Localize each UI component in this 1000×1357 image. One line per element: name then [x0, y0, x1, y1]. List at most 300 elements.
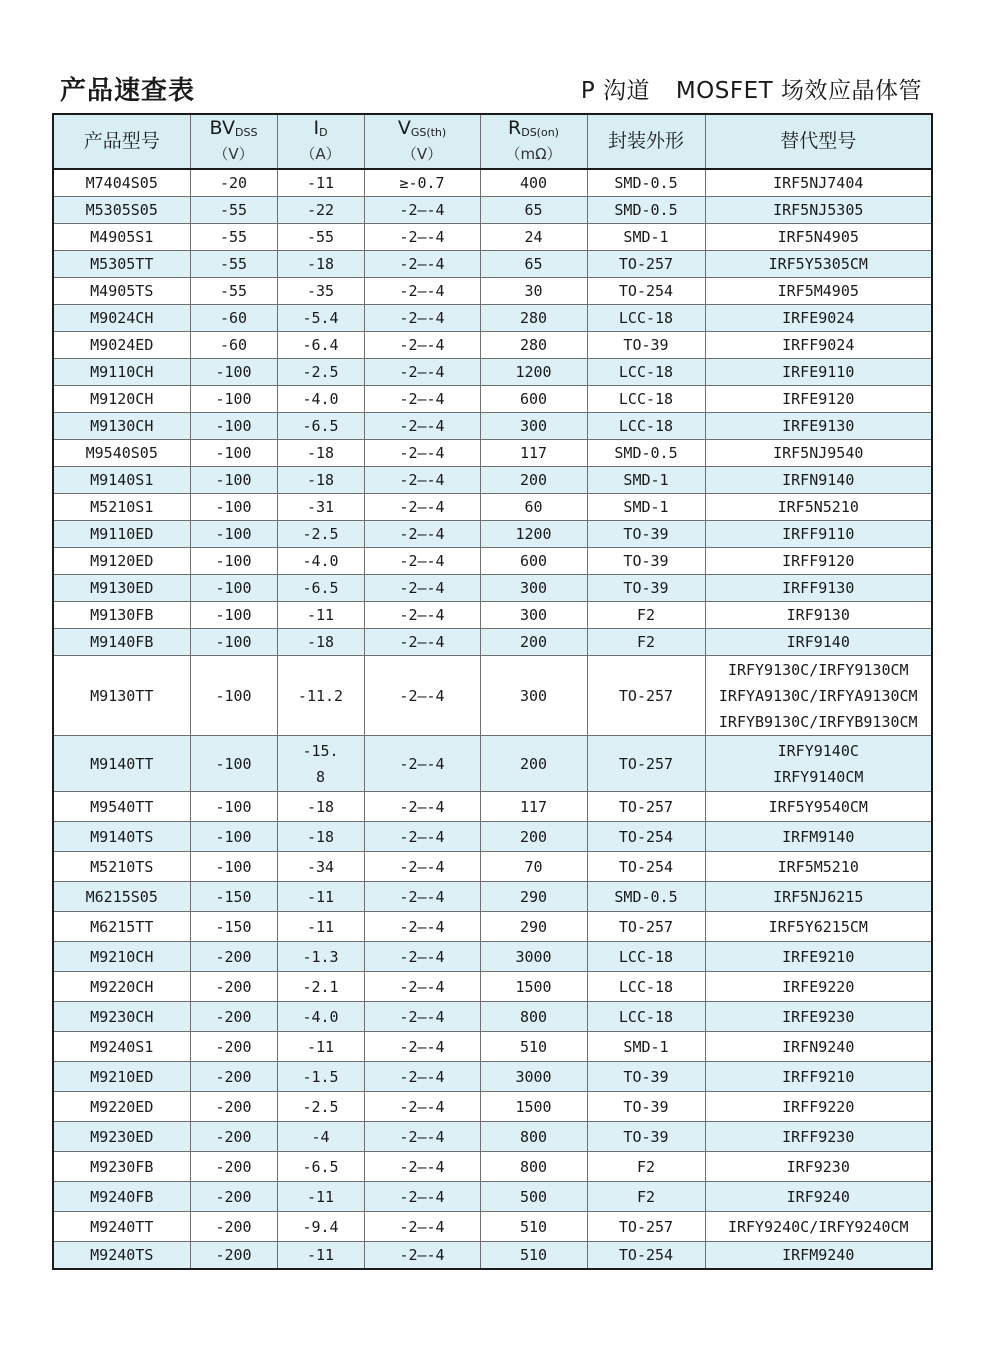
col-header-rdson: $R_{DS(on)}$ （mΩ）	[480, 114, 587, 169]
cell-package: TO-39	[587, 575, 705, 602]
cell-vgsth: -2—-4	[364, 224, 480, 251]
table-row	[53, 332, 932, 359]
cell-replacement: IRF5NJ7404	[705, 169, 932, 197]
table-row	[53, 736, 932, 792]
col-header-vgsth: $V_{GS(th)}$ （V）	[364, 114, 480, 169]
col-header-bvdss: $BV_{DSS}$ （V）	[190, 114, 277, 169]
cell-model: M9110CH	[53, 359, 190, 386]
cell-replacement: IRFY9130C/IRFY9130CM IRFYA9130C/IRFYA9130CM IRFYB9130C/IRFYB9130CM	[705, 656, 932, 736]
cell-model: M9140S1	[53, 467, 190, 494]
cell-rdson: 117	[480, 792, 587, 822]
table-row	[53, 1242, 932, 1270]
cell-rdson: 3000	[480, 1062, 587, 1092]
cell-rdson: 3000	[480, 942, 587, 972]
cell-bvdss: -200	[190, 942, 277, 972]
cell-vgsth: -2—-4	[364, 278, 480, 305]
cell-package: TO-39	[587, 332, 705, 359]
cell-vgsth: -2—-4	[364, 251, 480, 278]
cell-package: LCC-18	[587, 386, 705, 413]
cell-vgsth: -2—-4	[364, 736, 480, 792]
cell-replacement: IRFF9110	[705, 521, 932, 548]
cell-vgsth: -2—-4	[364, 1062, 480, 1092]
cell-rdson: 800	[480, 1152, 587, 1182]
cell-replacement: IRFY9140C IRFY9140CM	[705, 736, 932, 792]
cell-model: M9120ED	[53, 548, 190, 575]
cell-model: M9110ED	[53, 521, 190, 548]
cell-package: SMD-1	[587, 1032, 705, 1062]
table-row	[53, 251, 932, 278]
cell-vgsth: -2—-4	[364, 629, 480, 656]
cell-bvdss: -200	[190, 1122, 277, 1152]
col-header-replacement: 替代型号	[705, 114, 932, 169]
cell-rdson: 300	[480, 602, 587, 629]
table-row	[53, 278, 932, 305]
table-row	[53, 494, 932, 521]
page-title: 产品速查表	[60, 76, 196, 106]
cell-replacement: IRFF9024	[705, 332, 932, 359]
cell-id: -2.1	[277, 972, 364, 1002]
cell-replacement: IRF9130	[705, 602, 932, 629]
cell-vgsth: -2—-4	[364, 359, 480, 386]
cell-vgsth: -2—-4	[364, 197, 480, 224]
cell-rdson: 65	[480, 251, 587, 278]
cell-model: M6215TT	[53, 912, 190, 942]
table-row	[53, 1032, 932, 1062]
cell-bvdss: -200	[190, 1002, 277, 1032]
table-row	[53, 413, 932, 440]
cell-rdson: 510	[480, 1032, 587, 1062]
cell-model: M9240S1	[53, 1032, 190, 1062]
cell-vgsth: -2—-4	[364, 852, 480, 882]
cell-rdson: 400	[480, 169, 587, 197]
cell-vgsth: -2—-4	[364, 413, 480, 440]
cell-replacement: IRF5NJ5305	[705, 197, 932, 224]
cell-rdson: 1500	[480, 1092, 587, 1122]
cell-bvdss: -200	[190, 1062, 277, 1092]
cell-replacement: IRF5NJ6215	[705, 882, 932, 912]
cell-rdson: 600	[480, 548, 587, 575]
cell-rdson: 200	[480, 736, 587, 792]
cell-bvdss: -100	[190, 656, 277, 736]
cell-id: -11	[277, 1182, 364, 1212]
cell-rdson: 290	[480, 912, 587, 942]
table-header-row	[53, 114, 932, 169]
cell-vgsth: -2—-4	[364, 467, 480, 494]
table-row	[53, 1212, 932, 1242]
cell-id: -11	[277, 1242, 364, 1270]
cell-replacement: IRF9140	[705, 629, 932, 656]
cell-id: -11.2	[277, 656, 364, 736]
cell-replacement: IRFN9140	[705, 467, 932, 494]
cell-model: M9140TT	[53, 736, 190, 792]
cell-id: -11	[277, 912, 364, 942]
cell-id: -1.3	[277, 942, 364, 972]
cell-id: -9.4	[277, 1212, 364, 1242]
cell-bvdss: -200	[190, 1182, 277, 1212]
cell-package: TO-257	[587, 736, 705, 792]
cell-vgsth: -2—-4	[364, 1182, 480, 1212]
cell-replacement: IRF5N5210	[705, 494, 932, 521]
cell-model: M9540S05	[53, 440, 190, 467]
cell-replacement: IRFE9110	[705, 359, 932, 386]
cell-bvdss: -60	[190, 305, 277, 332]
cell-model: M9210CH	[53, 942, 190, 972]
cell-rdson: 200	[480, 467, 587, 494]
cell-replacement: IRF9240	[705, 1182, 932, 1212]
cell-id: -34	[277, 852, 364, 882]
cell-rdson: 300	[480, 575, 587, 602]
table-row	[53, 602, 932, 629]
device-type: MOSFET 场效应晶体管	[675, 78, 922, 104]
cell-vgsth: -2—-4	[364, 386, 480, 413]
cell-package: SMD-1	[587, 494, 705, 521]
cell-package: TO-254	[587, 822, 705, 852]
cell-vgsth: -2—-4	[364, 1122, 480, 1152]
cell-vgsth: -2—-4	[364, 1032, 480, 1062]
cell-bvdss: -100	[190, 359, 277, 386]
cell-id: -55	[277, 224, 364, 251]
cell-rdson: 300	[480, 413, 587, 440]
table-row	[53, 467, 932, 494]
cell-replacement: IRFE9220	[705, 972, 932, 1002]
cell-model: M7404S05	[53, 169, 190, 197]
cell-bvdss: -100	[190, 852, 277, 882]
cell-rdson: 280	[480, 305, 587, 332]
cell-rdson: 117	[480, 440, 587, 467]
cell-id: -6.4	[277, 332, 364, 359]
cell-vgsth: -2—-4	[364, 494, 480, 521]
cell-rdson: 70	[480, 852, 587, 882]
cell-bvdss: -55	[190, 251, 277, 278]
cell-model: M5210TS	[53, 852, 190, 882]
cell-vgsth: -2—-4	[364, 602, 480, 629]
cell-bvdss: -100	[190, 575, 277, 602]
cell-bvdss: -55	[190, 197, 277, 224]
cell-model: M9210ED	[53, 1062, 190, 1092]
cell-rdson: 600	[480, 386, 587, 413]
cell-id: -18	[277, 251, 364, 278]
cell-model: M5305TT	[53, 251, 190, 278]
table-row	[53, 169, 932, 197]
cell-replacement: IRFE9230	[705, 1002, 932, 1032]
cell-package: F2	[587, 1152, 705, 1182]
cell-package: TO-254	[587, 852, 705, 882]
cell-rdson: 200	[480, 822, 587, 852]
cell-replacement: IRF5M5210	[705, 852, 932, 882]
cell-replacement: IRF5NJ9540	[705, 440, 932, 467]
cell-rdson: 60	[480, 494, 587, 521]
cell-replacement: IRFF9130	[705, 575, 932, 602]
cell-bvdss: -100	[190, 602, 277, 629]
cell-replacement: IRFF9230	[705, 1122, 932, 1152]
cell-vgsth: -2—-4	[364, 1002, 480, 1032]
table-row	[53, 548, 932, 575]
table-row	[53, 972, 932, 1002]
cell-replacement: IRF5Y6215CM	[705, 912, 932, 942]
cell-model: M9220CH	[53, 972, 190, 1002]
cell-id: -35	[277, 278, 364, 305]
cell-bvdss: -100	[190, 413, 277, 440]
cell-package: SMD-0.5	[587, 197, 705, 224]
cell-id: -15. 8	[277, 736, 364, 792]
table-row	[53, 1122, 932, 1152]
cell-bvdss: -60	[190, 332, 277, 359]
cell-model: M9024ED	[53, 332, 190, 359]
cell-id: -18	[277, 822, 364, 852]
channel-type: P 沟道	[580, 78, 651, 104]
cell-package: SMD-0.5	[587, 169, 705, 197]
cell-vgsth: -2—-4	[364, 1212, 480, 1242]
cell-replacement: IRFN9240	[705, 1032, 932, 1062]
cell-package: TO-257	[587, 656, 705, 736]
cell-id: -11	[277, 602, 364, 629]
table-row	[53, 822, 932, 852]
cell-bvdss: -55	[190, 278, 277, 305]
cell-model: M9240TT	[53, 1212, 190, 1242]
cell-vgsth: -2—-4	[364, 792, 480, 822]
cell-bvdss: -100	[190, 548, 277, 575]
cell-rdson: 1200	[480, 521, 587, 548]
cell-package: TO-257	[587, 912, 705, 942]
col-header-package: 封装外形	[587, 114, 705, 169]
table-row	[53, 521, 932, 548]
cell-id: -5.4	[277, 305, 364, 332]
cell-model: M9024CH	[53, 305, 190, 332]
cell-id: -4.0	[277, 386, 364, 413]
cell-model: M5305S05	[53, 197, 190, 224]
cell-vgsth: -2—-4	[364, 656, 480, 736]
cell-vgsth: -2—-4	[364, 332, 480, 359]
cell-package: F2	[587, 602, 705, 629]
cell-id: -11	[277, 882, 364, 912]
cell-rdson: 510	[480, 1212, 587, 1242]
cell-package: LCC-18	[587, 972, 705, 1002]
cell-replacement: IRFF9210	[705, 1062, 932, 1092]
cell-model: M6215S05	[53, 882, 190, 912]
cell-rdson: 510	[480, 1242, 587, 1270]
cell-model: M9240FB	[53, 1182, 190, 1212]
table-row	[53, 629, 932, 656]
product-table	[52, 113, 933, 1270]
cell-model: M9230FB	[53, 1152, 190, 1182]
cell-rdson: 24	[480, 224, 587, 251]
cell-replacement: IRFM9140	[705, 822, 932, 852]
cell-id: -2.5	[277, 359, 364, 386]
cell-model: M9140TS	[53, 822, 190, 852]
cell-package: TO-39	[587, 1062, 705, 1092]
cell-package: TO-39	[587, 1122, 705, 1152]
cell-model: M9120CH	[53, 386, 190, 413]
cell-id: -22	[277, 197, 364, 224]
cell-model: M9130FB	[53, 602, 190, 629]
cell-bvdss: -150	[190, 882, 277, 912]
cell-vgsth: -2—-4	[364, 972, 480, 1002]
cell-package: TO-254	[587, 1242, 705, 1270]
cell-package: LCC-18	[587, 1002, 705, 1032]
cell-bvdss: -55	[190, 224, 277, 251]
table-row	[53, 656, 932, 736]
cell-rdson: 800	[480, 1122, 587, 1152]
cell-rdson: 1200	[480, 359, 587, 386]
cell-bvdss: -200	[190, 972, 277, 1002]
cell-vgsth: -2—-4	[364, 882, 480, 912]
cell-vgsth: -2—-4	[364, 822, 480, 852]
cell-vgsth: -2—-4	[364, 912, 480, 942]
cell-package: LCC-18	[587, 359, 705, 386]
cell-model: M9540TT	[53, 792, 190, 822]
cell-id: -6.5	[277, 1152, 364, 1182]
cell-model: M4905S1	[53, 224, 190, 251]
cell-rdson: 30	[480, 278, 587, 305]
cell-model: M9130ED	[53, 575, 190, 602]
cell-package: TO-254	[587, 278, 705, 305]
cell-bvdss: -200	[190, 1032, 277, 1062]
cell-package: F2	[587, 1182, 705, 1212]
col-header-id: $I_D$ （A）	[277, 114, 364, 169]
cell-package: TO-257	[587, 792, 705, 822]
cell-package: SMD-0.5	[587, 440, 705, 467]
cell-bvdss: -150	[190, 912, 277, 942]
cell-id: -4.0	[277, 1002, 364, 1032]
table-row	[53, 882, 932, 912]
cell-package: TO-39	[587, 521, 705, 548]
cell-model: M9140FB	[53, 629, 190, 656]
cell-rdson: 280	[480, 332, 587, 359]
cell-rdson: 200	[480, 629, 587, 656]
cell-vgsth: -2—-4	[364, 1092, 480, 1122]
cell-id: -18	[277, 792, 364, 822]
cell-package: SMD-1	[587, 224, 705, 251]
table-row	[53, 197, 932, 224]
cell-replacement: IRFF9220	[705, 1092, 932, 1122]
cell-package: TO-257	[587, 251, 705, 278]
cell-bvdss: -100	[190, 822, 277, 852]
table-row	[53, 386, 932, 413]
cell-rdson: 1500	[480, 972, 587, 1002]
cell-id: -1.5	[277, 1062, 364, 1092]
cell-model: M9220ED	[53, 1092, 190, 1122]
cell-bvdss: -20	[190, 169, 277, 197]
cell-package: TO-257	[587, 1212, 705, 1242]
cell-model: M5210S1	[53, 494, 190, 521]
cell-bvdss: -200	[190, 1242, 277, 1270]
table-row	[53, 912, 932, 942]
cell-id: -4.0	[277, 548, 364, 575]
cell-package: TO-39	[587, 1092, 705, 1122]
cell-package: SMD-0.5	[587, 882, 705, 912]
cell-model: M4905TS	[53, 278, 190, 305]
page-subtitle	[581, 72, 922, 105]
cell-replacement: IRF5Y5305CM	[705, 251, 932, 278]
cell-bvdss: -100	[190, 494, 277, 521]
cell-replacement: IRFE9130	[705, 413, 932, 440]
col-header-model: 产品型号	[53, 114, 190, 169]
cell-model: M9130CH	[53, 413, 190, 440]
table-row	[53, 1092, 932, 1122]
cell-rdson: 290	[480, 882, 587, 912]
cell-bvdss: -100	[190, 386, 277, 413]
cell-replacement: IRF5N4905	[705, 224, 932, 251]
cell-id: -4	[277, 1122, 364, 1152]
cell-replacement: IRFE9210	[705, 942, 932, 972]
cell-bvdss: -100	[190, 467, 277, 494]
cell-id: -18	[277, 440, 364, 467]
table-row	[53, 1002, 932, 1032]
cell-vgsth: ≥-0.7	[364, 169, 480, 197]
cell-replacement: IRFF9120	[705, 548, 932, 575]
cell-rdson: 800	[480, 1002, 587, 1032]
cell-vgsth: -2—-4	[364, 440, 480, 467]
table-row	[53, 942, 932, 972]
table-row	[53, 224, 932, 251]
cell-rdson: 65	[480, 197, 587, 224]
cell-package: LCC-18	[587, 942, 705, 972]
cell-model: M9240TS	[53, 1242, 190, 1270]
cell-id: -6.5	[277, 575, 364, 602]
cell-model: M9130TT	[53, 656, 190, 736]
cell-vgsth: -2—-4	[364, 548, 480, 575]
cell-id: -11	[277, 169, 364, 197]
cell-package: LCC-18	[587, 305, 705, 332]
cell-package: TO-39	[587, 548, 705, 575]
cell-bvdss: -200	[190, 1092, 277, 1122]
cell-id: -18	[277, 467, 364, 494]
cell-bvdss: -200	[190, 1152, 277, 1182]
cell-replacement: IRFE9120	[705, 386, 932, 413]
cell-replacement: IRF5Y9540CM	[705, 792, 932, 822]
cell-replacement: IRF9230	[705, 1152, 932, 1182]
cell-model: M9230ED	[53, 1122, 190, 1152]
cell-replacement: IRF5M4905	[705, 278, 932, 305]
cell-vgsth: -2—-4	[364, 521, 480, 548]
cell-rdson: 500	[480, 1182, 587, 1212]
table-row	[53, 359, 932, 386]
cell-vgsth: -2—-4	[364, 575, 480, 602]
cell-vgsth: -2—-4	[364, 305, 480, 332]
cell-id: -2.5	[277, 1092, 364, 1122]
table-row	[53, 305, 932, 332]
cell-replacement: IRFM9240	[705, 1242, 932, 1270]
cell-bvdss: -100	[190, 629, 277, 656]
table-row	[53, 440, 932, 467]
cell-id: -11	[277, 1032, 364, 1062]
cell-bvdss: -200	[190, 1212, 277, 1242]
cell-vgsth: -2—-4	[364, 1152, 480, 1182]
cell-package: LCC-18	[587, 413, 705, 440]
cell-id: -31	[277, 494, 364, 521]
cell-replacement: IRFE9024	[705, 305, 932, 332]
table-row	[53, 852, 932, 882]
cell-replacement: IRFY9240C/IRFY9240CM	[705, 1212, 932, 1242]
cell-model: M9230CH	[53, 1002, 190, 1032]
cell-rdson: 300	[480, 656, 587, 736]
cell-package: SMD-1	[587, 467, 705, 494]
table-row	[53, 792, 932, 822]
table-row	[53, 1152, 932, 1182]
cell-package: F2	[587, 629, 705, 656]
table-row	[53, 1182, 932, 1212]
cell-bvdss: -100	[190, 792, 277, 822]
cell-id: -18	[277, 629, 364, 656]
table-row	[53, 575, 932, 602]
cell-id: -2.5	[277, 521, 364, 548]
cell-bvdss: -100	[190, 521, 277, 548]
cell-vgsth: -2—-4	[364, 942, 480, 972]
cell-bvdss: -100	[190, 440, 277, 467]
cell-bvdss: -100	[190, 736, 277, 792]
cell-vgsth: -2—-4	[364, 1242, 480, 1270]
cell-id: -6.5	[277, 413, 364, 440]
